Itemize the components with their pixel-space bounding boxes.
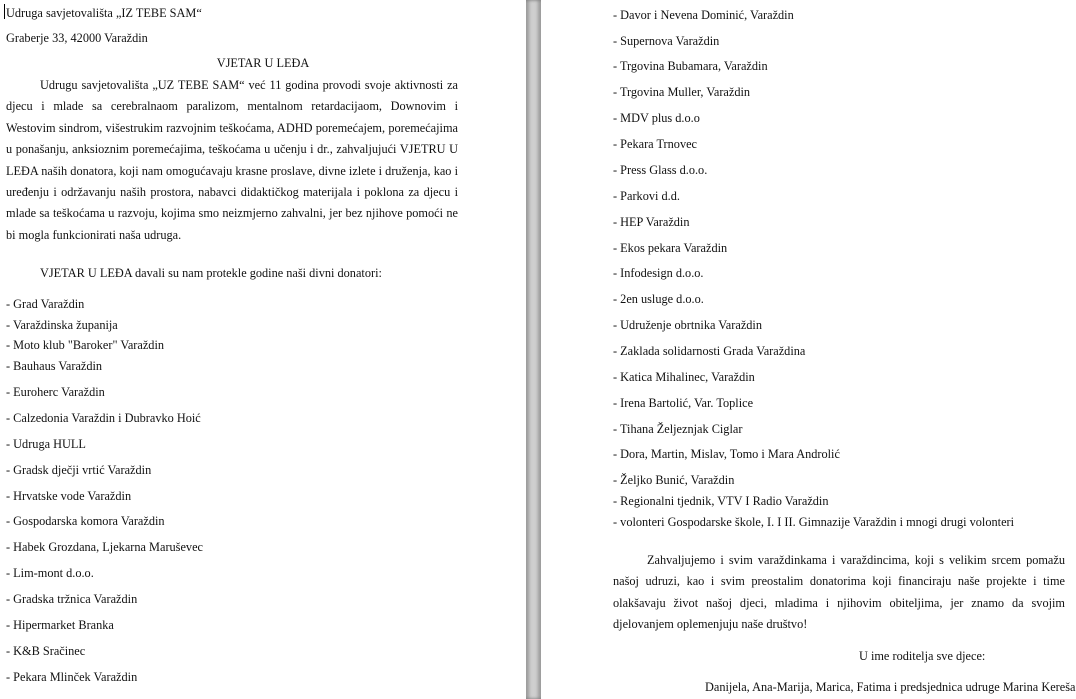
document-page-right[interactable] xyxy=(541,0,1076,699)
list-item: - Moto klub "Baroker" Varaždin xyxy=(6,338,165,352)
list-item: - Grad Varaždin xyxy=(6,297,85,311)
list-item: - Hrvatske vode Varaždin xyxy=(6,489,132,503)
list-item: - Gradska tržnica Varaždin xyxy=(6,592,138,606)
list-item: - Katica Mihalinec, Varaždin xyxy=(613,370,755,384)
list-item: - MDV plus d.o.o xyxy=(613,111,700,125)
list-item: - Parkovi d.d. xyxy=(613,189,680,203)
list-item: - Pekara Mlinček Varaždin xyxy=(6,670,138,684)
text-cursor xyxy=(4,4,5,19)
list-item: - Udruženje obrtnika Varaždin xyxy=(613,318,762,332)
list-item: - Euroherc Varaždin xyxy=(6,385,105,399)
organization-address: Graberje 33, 42000 Varaždin xyxy=(6,31,148,45)
intro-paragraph xyxy=(6,75,458,246)
list-item: - volonteri Gospodarske škole, I. I II. Gimnazije Varaždin i mnogi drugi volonteri xyxy=(613,515,1015,529)
list-item: - Varaždinska županija xyxy=(6,318,118,332)
list-item: - Bauhaus Varaždin xyxy=(6,359,103,373)
signatures: Danijela, Ana-Marija, Marica, Fatima i predsjednica udruge Marina Kereša xyxy=(705,680,1076,694)
list-item: - Regionalni tjednik, VTV I Radio Varaždin xyxy=(613,494,829,508)
organization-name: Udruga savjetovališta „IZ TEBE SAM“ xyxy=(6,6,202,20)
list-item: - Habek Grozdana, Ljekarna Maruševec xyxy=(6,540,203,554)
list-item: - Infodesign d.o.o. xyxy=(613,266,704,280)
list-item: - 2en usluge d.o.o. xyxy=(613,292,704,306)
list-item: - Udruga HULL xyxy=(6,437,86,451)
list-item: - Trgovina Bubamara, Varaždin xyxy=(613,59,768,73)
list-item: - Lim-mont d.o.o. xyxy=(6,566,94,580)
list-item: - Zaklada solidarnosti Grada Varaždina xyxy=(613,344,806,358)
list-item: - Ekos pekara Varaždin xyxy=(613,241,728,255)
list-item: - Tihana Željeznjak Ciglar xyxy=(613,422,743,436)
list-item: - Hipermarket Branka xyxy=(6,618,114,632)
list-item: - Trgovina Muller, Varaždin xyxy=(613,85,751,99)
document-title: VJETAR U LEĐA xyxy=(216,56,310,70)
list-item: - Supernova Varaždin xyxy=(613,34,720,48)
list-item: - Pekara Trnovec xyxy=(613,137,698,151)
intro-paragraph-text: Udrugu savjetovališta „UZ TEBE SAM“ već 11 godina provodi svoje aktivnosti za djecu i mlade sa cerebralnaom paralizom, mentalnom retardacijaom, Downovim i Westovim sindrom, višestrukim razvojnim teškoćama, ADHD poremećajem, poremećajima u ponašanju, anksioznim poremećajima, teškoćama u učenju i dr., zahvaljujući VJETRU U LEĐA naših donatora, koji nam omogućavaju krasne proslave, divne izlete i druženja, kao i uređenju i održavanju naših prostora, nabavci didaktičkog materijala i poklona za djecu i mlade sa teškoćama u razvoju, kojima smo neizmjerno zahvalni, jer bez njihove pomoći ne bi mogla funkcionirati naša udruga. xyxy=(6,78,458,242)
list-item: - Press Glass d.o.o. xyxy=(613,163,708,177)
thanks-paragraph xyxy=(613,550,1065,636)
closing-line: U ime roditelja sve djece: xyxy=(859,649,986,663)
list-item: - Gospodarska komora Varaždin xyxy=(6,514,165,528)
donors-intro: VJETAR U LEĐA davali su nam protekle godine naši divni donatori: xyxy=(40,266,382,280)
list-item: - Irena Bartolić, Var. Toplice xyxy=(613,396,754,410)
list-item: - Davor i Nevena Dominić, Varaždin xyxy=(613,8,794,22)
thanks-paragraph-text: Zahvaljujemo i svim varaždinkama i varaždincima, koji s velikim srcem pomažu našoj udruzi, kao i svim preostalim donatorima koji financiraju naše projekte i time olakšavaju život našoj djeci, mladima i njihovim obiteljima, jer znamo da svojim djelovanjem oplemenjuju naše društvo! xyxy=(613,553,1065,632)
document-page-left[interactable] xyxy=(0,0,526,699)
list-item: - Dora, Martin, Mislav, Tomo i Mara Androlić xyxy=(613,447,840,461)
list-item: - Željko Bunić, Varaždin xyxy=(613,473,735,487)
list-item: - Calzedonia Varaždin i Dubravko Hoić xyxy=(6,411,201,425)
list-item: - K&B Sračinec xyxy=(6,644,86,658)
list-item: - HEP Varaždin xyxy=(613,215,690,229)
page-separator xyxy=(526,0,541,699)
list-item: - Gradsk dječji vrtić Varaždin xyxy=(6,463,152,477)
